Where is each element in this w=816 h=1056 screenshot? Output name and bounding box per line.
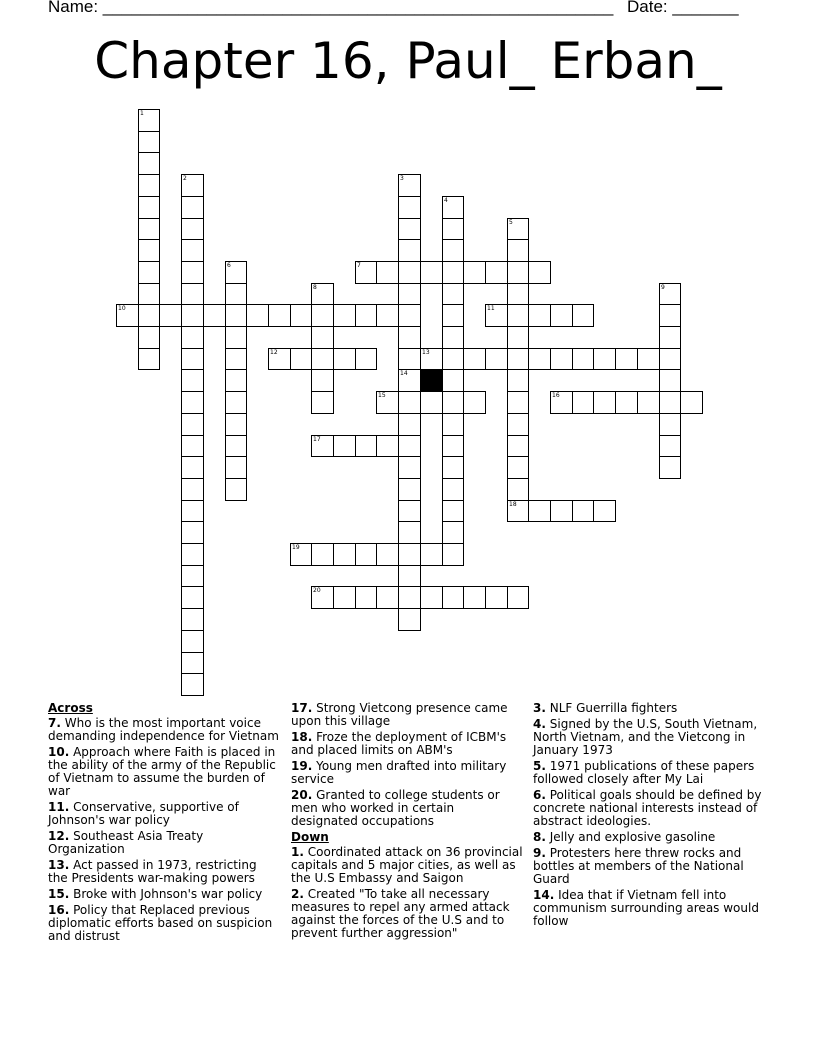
grid-cell[interactable] <box>290 543 312 566</box>
grid-cell[interactable] <box>442 413 464 436</box>
grid-cell[interactable] <box>181 435 204 457</box>
date-line: Date: _______ <box>627 0 739 16</box>
grid-cell[interactable] <box>181 174 204 197</box>
grid-cell[interactable] <box>485 261 508 284</box>
clue-number: 18 <box>509 501 517 508</box>
clue-across-13: 13. Act passed in 1973, restricting the Presidents war-making powers <box>48 858 257 885</box>
clue-column-2 <box>291 700 523 943</box>
clue-number: 5 <box>509 219 513 226</box>
grid-cell[interactable] <box>398 391 421 414</box>
grid-cell[interactable] <box>442 500 464 522</box>
clue-number: 16 <box>552 392 560 399</box>
grid-cell[interactable] <box>659 435 681 457</box>
grid-cell[interactable] <box>138 348 160 370</box>
grid-cell[interactable] <box>507 239 529 262</box>
grid-cell[interactable] <box>138 174 160 197</box>
grid-cell[interactable] <box>290 348 312 370</box>
clue-across-12: 12. Southeast Asia Treaty Organization <box>48 829 204 856</box>
clue-number: 12 <box>270 349 278 356</box>
clue-number: 20 <box>313 587 321 594</box>
grid-cell[interactable] <box>442 348 464 370</box>
grid-cell[interactable] <box>398 478 421 501</box>
grid-cell[interactable] <box>615 348 638 370</box>
grid-cell[interactable] <box>637 391 660 414</box>
clue-number: 7 <box>357 262 361 269</box>
grid-cell[interactable] <box>181 348 204 370</box>
grid-cell[interactable] <box>442 543 464 566</box>
grid-cell[interactable] <box>376 391 399 414</box>
grid-cell[interactable] <box>659 348 681 370</box>
grid-cell[interactable] <box>442 391 464 414</box>
grid-cell[interactable] <box>485 586 508 609</box>
grid-cell[interactable] <box>225 283 247 305</box>
grid-cell[interactable] <box>528 304 551 327</box>
grid-cell[interactable] <box>398 456 421 479</box>
grid-cell[interactable] <box>181 565 204 587</box>
grid-cell[interactable] <box>138 283 160 305</box>
clue-column-3 <box>533 700 765 931</box>
grid-cell[interactable] <box>420 543 443 566</box>
grid-cell[interactable] <box>442 478 464 501</box>
grid-cell[interactable] <box>311 283 334 305</box>
grid-cell[interactable] <box>181 218 204 240</box>
grid-cell[interactable] <box>225 304 247 327</box>
grid-cell[interactable] <box>311 326 334 349</box>
down-heading: Down <box>291 830 329 844</box>
grid-cell[interactable] <box>659 456 681 479</box>
grid-cell[interactable] <box>507 500 529 522</box>
grid-cell[interactable] <box>181 673 204 696</box>
grid-cell[interactable] <box>442 326 464 349</box>
grid-cell[interactable] <box>138 261 160 284</box>
grid-cell[interactable] <box>463 586 486 609</box>
grid-cell[interactable] <box>311 369 334 392</box>
grid-cell[interactable] <box>116 304 139 327</box>
grid-cell[interactable] <box>246 304 269 327</box>
grid-cell[interactable] <box>138 131 160 153</box>
grid-cell[interactable] <box>181 456 204 479</box>
clue-number: 9 <box>661 284 665 291</box>
grid-cell[interactable] <box>268 304 291 327</box>
grid-cell[interactable] <box>355 304 377 327</box>
grid-cell[interactable] <box>528 348 551 370</box>
grid-cell[interactable] <box>572 304 594 327</box>
clue-number: 2 <box>183 175 187 182</box>
name-line: Name: ______________________________________________________ <box>48 0 614 16</box>
grid-cell[interactable] <box>398 586 421 609</box>
grid-cell[interactable] <box>181 586 204 609</box>
grid-block <box>420 369 443 392</box>
grid-cell[interactable] <box>181 304 204 327</box>
grid-cell[interactable] <box>550 500 573 522</box>
grid-cell[interactable] <box>333 304 356 327</box>
grid-cell[interactable] <box>507 586 529 609</box>
clue-down-1: 1. Coordinated attack on 36 provincial capitals and 5 major cities, as well as the U.S Embassy and Saigon <box>291 845 523 885</box>
grid-cell[interactable] <box>225 261 247 284</box>
clue-number: 1 <box>140 110 144 117</box>
grid-cell[interactable] <box>398 543 421 566</box>
grid-cell[interactable] <box>225 369 247 392</box>
grid-cell[interactable] <box>507 413 529 436</box>
grid-cell[interactable] <box>398 196 421 219</box>
grid-cell[interactable] <box>593 500 616 522</box>
clue-across-11: 11. Conservative, supportive of Johnson's war policy <box>48 800 239 827</box>
grid-cell[interactable] <box>507 326 529 349</box>
grid-cell[interactable] <box>138 196 160 219</box>
grid-cell[interactable] <box>268 348 291 370</box>
grid-cell[interactable] <box>311 304 334 327</box>
grid-cell[interactable] <box>550 304 573 327</box>
clue-down-8: 8. Jelly and explosive gasoline <box>533 830 716 844</box>
grid-cell[interactable] <box>333 348 356 370</box>
grid-cell[interactable] <box>442 239 464 262</box>
grid-cell[interactable] <box>398 304 421 327</box>
clue-down-5: 5. 1971 publications of these papers followed closely after My Lai <box>533 759 755 786</box>
grid-cell[interactable] <box>420 348 443 370</box>
grid-cell[interactable] <box>550 391 573 414</box>
grid-cell[interactable] <box>507 391 529 414</box>
clue-across-10: 10. Approach where Faith is placed in the ability of the army of the Republic of Vietnam to assume the burden of war <box>48 745 276 798</box>
grid-cell[interactable] <box>181 413 204 436</box>
grid-cell[interactable] <box>138 326 160 349</box>
grid-cell[interactable] <box>507 478 529 501</box>
grid-cell[interactable] <box>507 283 529 305</box>
grid-cell[interactable] <box>181 652 204 674</box>
clue-number: 11 <box>487 305 495 312</box>
across-heading: Across <box>48 701 93 715</box>
grid-cell[interactable] <box>442 283 464 305</box>
clue-down-4: 4. Signed by the U.S, South Vietnam, North Vietnam, and the Vietcong in January 1973 <box>533 717 758 757</box>
grid-cell[interactable] <box>311 391 334 414</box>
grid-cell[interactable] <box>333 435 356 457</box>
grid-cell[interactable] <box>507 304 529 327</box>
clue-number: 15 <box>378 392 386 399</box>
clue-number: 19 <box>292 544 300 551</box>
grid-cell[interactable] <box>659 413 681 436</box>
grid-cell[interactable] <box>376 261 399 284</box>
grid-cell[interactable] <box>463 261 486 284</box>
grid-cell[interactable] <box>311 435 334 457</box>
grid-cell[interactable] <box>398 413 421 436</box>
grid-cell[interactable] <box>376 543 399 566</box>
grid-cell[interactable] <box>181 478 204 501</box>
grid-cell[interactable] <box>181 543 204 566</box>
clue-number: 4 <box>444 197 448 204</box>
grid-cell[interactable] <box>442 586 464 609</box>
grid-cell[interactable] <box>659 391 681 414</box>
grid-cell[interactable] <box>420 586 443 609</box>
grid-cell[interactable] <box>615 391 638 414</box>
grid-cell[interactable] <box>181 391 204 414</box>
grid-cell[interactable] <box>398 218 421 240</box>
grid-cell[interactable] <box>442 218 464 240</box>
clue-down-9: 9. Protesters here threw rocks and bottles at members of the National Guard <box>533 846 744 886</box>
grid-cell[interactable] <box>507 218 529 240</box>
grid-cell[interactable] <box>659 326 681 349</box>
grid-cell[interactable] <box>398 348 421 370</box>
grid-cell[interactable] <box>181 283 204 305</box>
grid-cell[interactable] <box>138 109 160 132</box>
grid-cell[interactable] <box>507 348 529 370</box>
grid-cell[interactable] <box>659 304 681 327</box>
clue-across-18: 18. Froze the deployment of ICBM's and placed limits on ABM's <box>291 730 507 757</box>
grid-cell[interactable] <box>398 608 421 631</box>
grid-cell[interactable] <box>376 435 399 457</box>
grid-cell[interactable] <box>355 348 377 370</box>
grid-cell[interactable] <box>485 348 508 370</box>
grid-cell[interactable] <box>420 391 443 414</box>
grid-cell[interactable] <box>225 478 247 501</box>
grid-cell[interactable] <box>181 608 204 631</box>
grid-cell[interactable] <box>507 435 529 457</box>
grid-cell[interactable] <box>181 326 204 349</box>
grid-cell[interactable] <box>355 586 377 609</box>
grid-cell[interactable] <box>659 369 681 392</box>
grid-cell[interactable] <box>572 500 594 522</box>
grid-cell[interactable] <box>528 500 551 522</box>
grid-cell[interactable] <box>181 521 204 544</box>
grid-cell[interactable] <box>398 283 421 305</box>
grid-cell[interactable] <box>181 196 204 219</box>
grid-cell[interactable] <box>593 348 616 370</box>
clue-across-19: 19. Young men drafted into military service <box>291 759 507 786</box>
grid-cell[interactable] <box>507 369 529 392</box>
grid-cell[interactable] <box>398 261 421 284</box>
grid-cell[interactable] <box>225 326 247 349</box>
clue-across-17: 17. Strong Vietcong presence came upon this village <box>291 701 508 728</box>
grid-cell[interactable] <box>181 500 204 522</box>
clue-number: 10 <box>118 305 126 312</box>
clue-number: 3 <box>400 175 404 182</box>
grid-cell[interactable] <box>442 369 464 392</box>
page-title: Chapter 16, Paul_ Erban_ <box>94 32 722 90</box>
grid-cell[interactable] <box>398 435 421 457</box>
grid-cell[interactable] <box>398 326 421 349</box>
grid-cell[interactable] <box>138 304 160 327</box>
grid-cell[interactable] <box>442 196 464 219</box>
clue-down-14: 14. Idea that if Vietnam fell into communism surrounding areas would follow <box>533 888 759 928</box>
grid-cell[interactable] <box>398 521 421 544</box>
grid-cell[interactable] <box>159 304 182 327</box>
grid-cell[interactable] <box>528 261 551 284</box>
grid-cell[interactable] <box>680 391 703 414</box>
clue-number: 14 <box>400 370 408 377</box>
grid-cell[interactable] <box>225 435 247 457</box>
grid-cell[interactable] <box>181 261 204 284</box>
grid-cell[interactable] <box>376 586 399 609</box>
grid-cell[interactable] <box>398 174 421 197</box>
grid-cell[interactable] <box>333 543 356 566</box>
grid-cell[interactable] <box>181 369 204 392</box>
grid-cell[interactable] <box>463 391 486 414</box>
clue-column-1 <box>48 700 280 946</box>
grid-cell[interactable] <box>420 261 443 284</box>
grid-cell[interactable] <box>355 435 377 457</box>
clue-across-16: 16. Policy that Replaced previous diplomatic efforts based on suspicion and distrust <box>48 903 273 943</box>
clue-across-15: 15. Broke with Johnson's war policy <box>48 887 263 901</box>
grid-cell[interactable] <box>659 283 681 305</box>
grid-cell[interactable] <box>225 391 247 414</box>
grid-cell[interactable] <box>572 348 594 370</box>
clue-number: 17 <box>313 436 321 443</box>
clue-down-3: 3. NLF Guerrilla fighters <box>533 701 678 715</box>
grid-cell[interactable] <box>442 261 464 284</box>
clue-number: 6 <box>227 262 231 269</box>
grid-cell[interactable] <box>225 413 247 436</box>
grid-cell[interactable] <box>442 304 464 327</box>
grid-cell[interactable] <box>311 348 334 370</box>
grid-cell[interactable] <box>463 348 486 370</box>
grid-cell[interactable] <box>311 543 334 566</box>
grid-cell[interactable] <box>442 456 464 479</box>
grid-cell[interactable] <box>181 630 204 653</box>
grid-cell[interactable] <box>225 348 247 370</box>
grid-cell[interactable] <box>398 500 421 522</box>
grid-cell[interactable] <box>593 391 616 414</box>
grid-cell[interactable] <box>485 304 508 327</box>
clue-number: 13 <box>422 349 430 356</box>
grid-cell[interactable] <box>507 261 529 284</box>
grid-cell[interactable] <box>333 586 356 609</box>
grid-cell[interactable] <box>138 218 160 240</box>
grid-cell[interactable] <box>311 586 334 609</box>
grid-cell[interactable] <box>550 348 573 370</box>
clue-across-7: 7. Who is the most important voice demanding independence for Vietnam <box>48 716 279 743</box>
grid-cell[interactable] <box>138 239 160 262</box>
grid-cell[interactable] <box>376 304 399 327</box>
clue-down-2: 2. Created "To take all necessary measures to repel any armed attack against the forces of the U.S and to prevent further aggression" <box>291 887 510 940</box>
clue-number: 8 <box>313 284 317 291</box>
grid-cell[interactable] <box>442 435 464 457</box>
grid-cell[interactable] <box>398 239 421 262</box>
grid-cell[interactable] <box>138 152 160 175</box>
grid-cell[interactable] <box>442 521 464 544</box>
grid-cell[interactable] <box>572 391 594 414</box>
clue-across-20: 20. Granted to college students or men who worked in certain designated occupations <box>291 788 500 828</box>
grid-cell[interactable] <box>398 565 421 587</box>
grid-cell[interactable] <box>398 369 421 392</box>
grid-cell[interactable] <box>355 261 377 284</box>
grid-cell[interactable] <box>290 304 312 327</box>
grid-cell[interactable] <box>355 543 377 566</box>
grid-cell[interactable] <box>181 239 204 262</box>
grid-cell[interactable] <box>203 304 226 327</box>
grid-cell[interactable] <box>507 456 529 479</box>
grid-cell[interactable] <box>225 456 247 479</box>
clue-down-6: 6. Political goals should be defined by concrete national interests instead of abstract ideologies. <box>533 788 762 828</box>
grid-cell[interactable] <box>637 348 660 370</box>
